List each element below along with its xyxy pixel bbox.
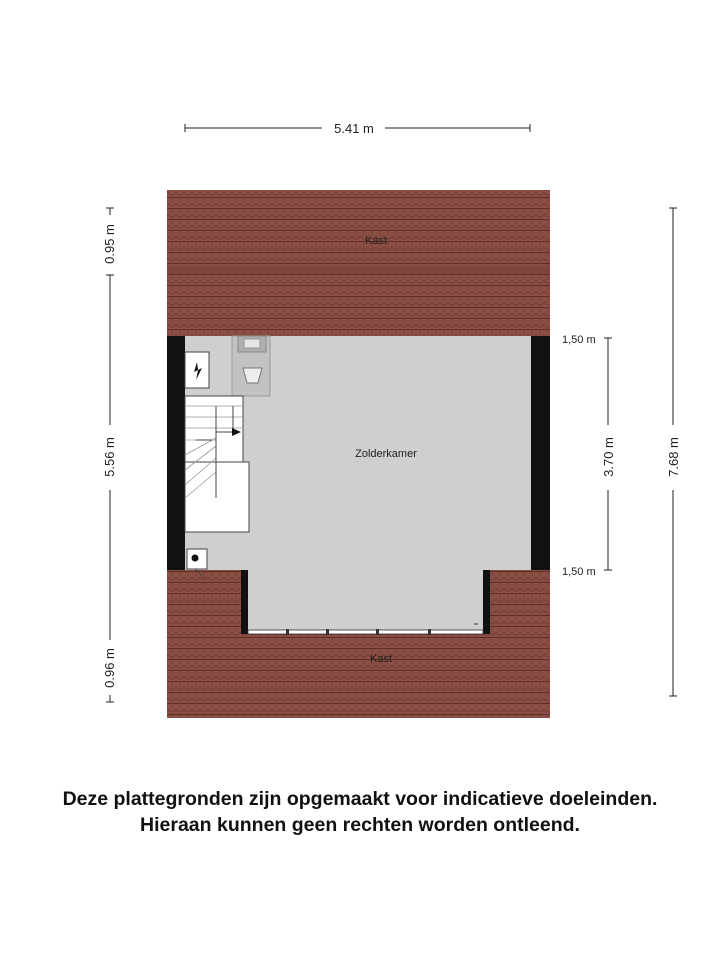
room-label-storage-top: Kast: [364, 235, 388, 247]
staircase: [185, 396, 249, 532]
drain-icon: [192, 555, 199, 562]
dimension-right-top-label: 1,50 m: [562, 334, 596, 346]
roof-storage-bottom: [167, 634, 550, 718]
disclaimer: [0, 786, 720, 838]
dimension-left-bottom-label: 0.96 m: [102, 648, 117, 688]
dimension-right-total-label: 7.68 m: [666, 437, 681, 477]
dimension-left-top-label: 0.95 m: [102, 224, 117, 264]
wall-dormer-right: [483, 570, 490, 634]
room-label-storage-bottom: Kast: [369, 653, 393, 665]
dimension-right-bottom-label: 1,50 m: [562, 566, 596, 578]
room-label-attic: Zolderkamer: [355, 448, 417, 460]
dormer-floor: [247, 570, 484, 632]
roof-ridge-top: [167, 266, 550, 274]
roof-storage-bottom-left: [167, 570, 245, 634]
roof-storage-bottom-right: [490, 570, 550, 634]
roof-storage-top: [167, 190, 550, 336]
dimension-left-middle-label: 5.56 m: [102, 437, 117, 477]
wall-left: [167, 336, 185, 570]
dimension-top-label: 5.41 m: [334, 121, 374, 136]
wall-dormer-left: [241, 570, 248, 634]
dormer-window: [248, 630, 483, 634]
disclaimer-line-1: Deze plattegronden zijn opgemaakt voor indicatieve doeleinden.: [62, 788, 658, 810]
disclaimer-line-2: Hieraan kunnen geen rechten worden ontleend.: [140, 814, 580, 836]
wall-right: [531, 336, 550, 570]
dimension-right-middle-label: 3.70 m: [601, 437, 616, 477]
